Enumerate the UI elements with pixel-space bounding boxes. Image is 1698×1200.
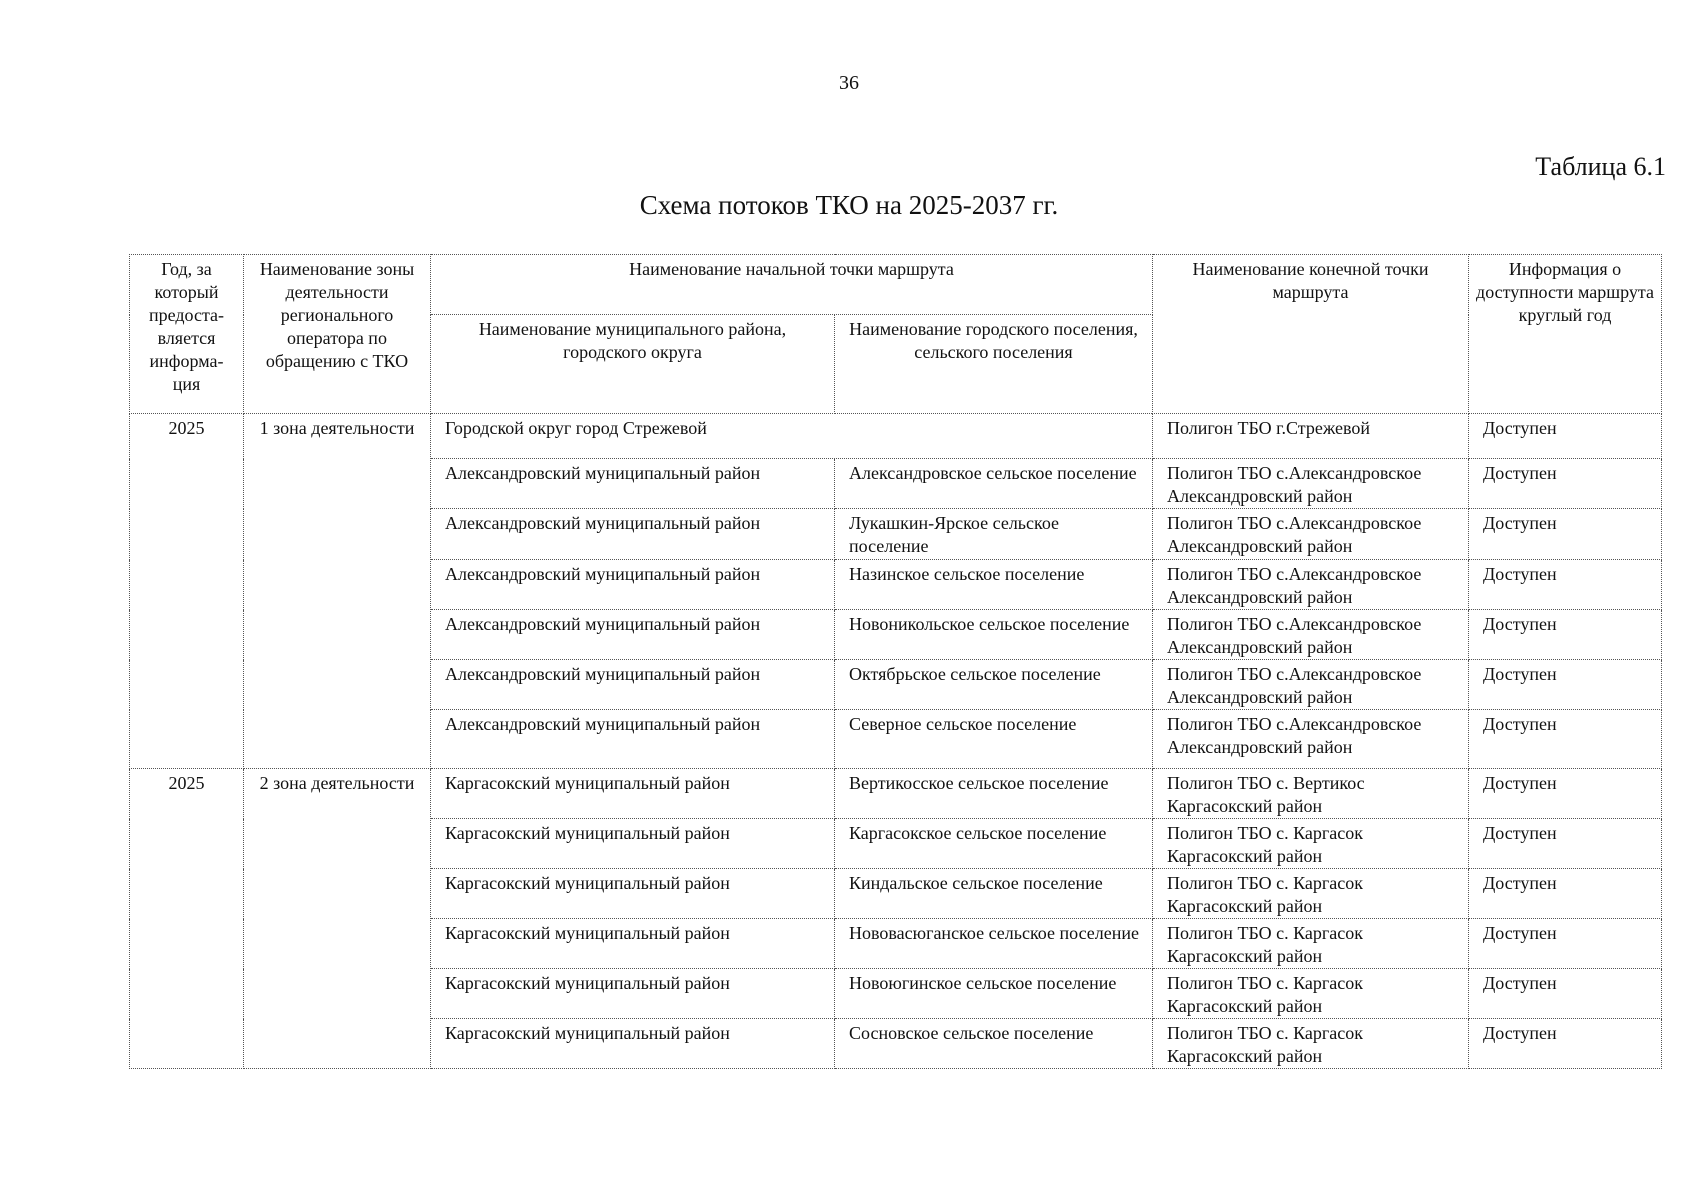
availability-cell: Доступен bbox=[1469, 610, 1662, 660]
zone-cell: 1 зона деятельности bbox=[244, 414, 431, 769]
end-point-cell: Полигон ТБО с.Александровское Александровский район bbox=[1153, 710, 1469, 769]
year-cell: 2025 bbox=[130, 769, 244, 1069]
settlement-cell: Лукашкин-Ярское сельское поселение bbox=[835, 509, 1153, 560]
end-point-cell: Полигон ТБО с.Александровское Александровский район bbox=[1153, 610, 1469, 660]
municipality-cell: Александровский муниципальный район bbox=[431, 459, 835, 509]
municipality-cell: Каргасокский муниципальный район bbox=[431, 819, 835, 869]
availability-cell: Доступен bbox=[1469, 560, 1662, 610]
table-row bbox=[130, 769, 1662, 819]
settlement-cell: Октябрьское сельское поселение bbox=[835, 660, 1153, 710]
end-point-cell: Полигон ТБО с. Вертикос Каргасокский район bbox=[1153, 769, 1469, 819]
table-row bbox=[130, 414, 1662, 459]
header-availability: Информация о доступности маршрута круглый год bbox=[1469, 255, 1662, 414]
header-end-point: Наименование конечной точки маршрута bbox=[1153, 255, 1469, 414]
zone-cell: 2 зона деятельности bbox=[244, 769, 431, 1069]
municipality-cell: Александровский муниципальный район bbox=[431, 710, 835, 769]
availability-cell: Доступен bbox=[1469, 509, 1662, 560]
end-point-cell: Полигон ТБО с. Каргасок Каргасокский район bbox=[1153, 919, 1469, 969]
settlement-cell: Северное сельское поселение bbox=[835, 710, 1153, 769]
end-point-cell: Полигон ТБО с. Каргасок Каргасокский район bbox=[1153, 969, 1469, 1019]
header-zone: Наименование зоны деятельности регионального оператора по обращению с ТКО bbox=[244, 255, 431, 414]
municipality-cell: Городской округ город Стрежевой bbox=[431, 414, 1153, 459]
waste-flow-table bbox=[129, 254, 1662, 1069]
page-number: 36 bbox=[839, 72, 859, 94]
municipality-cell: Александровский муниципальный район bbox=[431, 610, 835, 660]
header-start-point: Наименование начальной точки маршрута bbox=[431, 255, 1153, 315]
municipality-cell: Александровский муниципальный район bbox=[431, 660, 835, 710]
settlement-cell: Новоюгинское сельское поселение bbox=[835, 969, 1153, 1019]
table-header bbox=[130, 255, 1662, 414]
settlement-cell: Александровское сельское поселение bbox=[835, 459, 1153, 509]
settlement-cell: Сосновское сельское поселение bbox=[835, 1019, 1153, 1069]
availability-cell: Доступен bbox=[1469, 459, 1662, 509]
end-point-cell: Полигон ТБО с. Каргасок Каргасокский район bbox=[1153, 1019, 1469, 1069]
municipality-cell: Каргасокский муниципальный район bbox=[431, 769, 835, 819]
settlement-cell: Новоникольское сельское поселение bbox=[835, 610, 1153, 660]
table-title: Схема потоков ТКО на 2025-2037 гг. bbox=[639, 190, 1059, 220]
availability-cell: Доступен bbox=[1469, 710, 1662, 769]
end-point-cell: Полигон ТБО с. Каргасок Каргасокский район bbox=[1153, 819, 1469, 869]
end-point-cell: Полигон ТБО с.Александровское Александровский район bbox=[1153, 560, 1469, 610]
settlement-cell: Киндальское сельское поселение bbox=[835, 869, 1153, 919]
settlement-cell: Нововасюганское сельское поселение bbox=[835, 919, 1153, 969]
municipality-cell: Каргасокский муниципальный район bbox=[431, 919, 835, 969]
end-point-cell: Полигон ТБО с.Александровское Александровский район bbox=[1153, 459, 1469, 509]
availability-cell: Доступен bbox=[1469, 819, 1662, 869]
municipality-cell: Каргасокский муниципальный район bbox=[431, 869, 835, 919]
availability-cell: Доступен bbox=[1469, 919, 1662, 969]
municipality-cell: Каргасокский муниципальный район bbox=[431, 969, 835, 1019]
municipality-cell: Александровский муниципальный район bbox=[431, 509, 835, 560]
settlement-cell: Вертикосское сельское поселение bbox=[835, 769, 1153, 819]
municipality-cell: Каргасокский муниципальный район bbox=[431, 1019, 835, 1069]
table-label: Таблица 6.1 bbox=[1535, 152, 1666, 181]
header-year: Год, за который предоста-вляется информа-ция bbox=[130, 255, 244, 414]
header-settlement: Наименование городского поселения, сельского поселения bbox=[835, 315, 1153, 414]
year-cell: 2025 bbox=[130, 414, 244, 769]
table-body bbox=[130, 414, 1662, 1069]
availability-cell: Доступен bbox=[1469, 769, 1662, 819]
header-municipality: Наименование муниципального района, городского округа bbox=[431, 315, 835, 414]
end-point-cell: Полигон ТБО с.Александровское Александровский район bbox=[1153, 509, 1469, 560]
availability-cell: Доступен bbox=[1469, 969, 1662, 1019]
availability-cell: Доступен bbox=[1469, 1019, 1662, 1069]
end-point-cell: Полигон ТБО с.Александровское Александровский район bbox=[1153, 660, 1469, 710]
settlement-cell: Каргасокское сельское поселение bbox=[835, 819, 1153, 869]
availability-cell: Доступен bbox=[1469, 414, 1662, 459]
availability-cell: Доступен bbox=[1469, 660, 1662, 710]
end-point-cell: Полигон ТБО г.Стрежевой bbox=[1153, 414, 1469, 459]
availability-cell: Доступен bbox=[1469, 869, 1662, 919]
municipality-cell: Александровский муниципальный район bbox=[431, 560, 835, 610]
settlement-cell: Назинское сельское поселение bbox=[835, 560, 1153, 610]
end-point-cell: Полигон ТБО с. Каргасок Каргасокский район bbox=[1153, 869, 1469, 919]
